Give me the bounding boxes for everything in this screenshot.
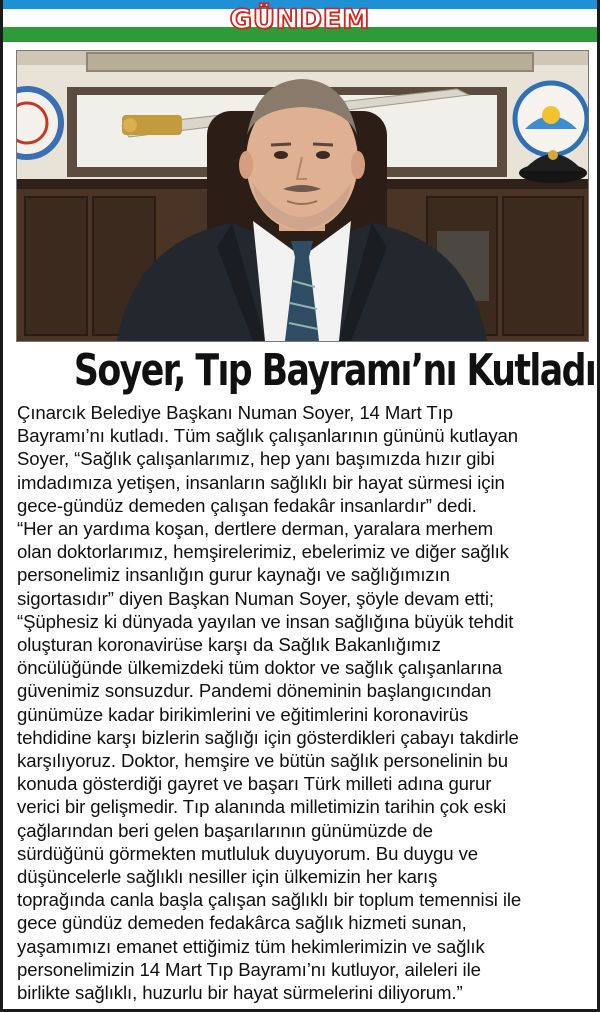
body-line: birlikte sağlıklı, huzurlu bir hayat sürmelerini diliyorum.” [17, 982, 463, 1004]
body-line: konuda gösterdiği gayret ve başarı Türk milleti adına gurur [17, 773, 492, 795]
section-title: GÜNDEM [229, 4, 371, 35]
body-line: oluşturan koronavirüse karşı da Sağlık Bakanlığımız [17, 634, 441, 656]
article-photo [16, 50, 589, 342]
body-line: Soyer, “Sağlık çalışanlarımız, hep yanı başımızda hızır gibi [17, 448, 495, 470]
body-line: verici bir gelişmedir. Tıp alanında milletimizin tarihin çok eski [17, 796, 507, 818]
article-body [17, 401, 591, 1004]
body-line: personelimiz insanlığın gurur kaynağı ve sağlığımızın [17, 564, 450, 586]
body-line: “Her an yardıma koşan, dertlere derman, yaralara merhem [17, 518, 494, 540]
body-line: sigortasıdır” diyen Başkan Numan Soyer, şöyle devam etti; [17, 587, 494, 609]
body-line: günümüze kadar birikimlerini ve eğitimlerini koronavirüs [17, 703, 469, 725]
portrait-photo-illustration [17, 51, 588, 341]
body-line: personelimizin 14 Mart Tıp Bayramı’nı kutluyor, aileleri ile [17, 958, 481, 980]
body-line: Çınarcık Belediye Başkanı Numan Soyer, 14 Mart Tıp [17, 402, 453, 423]
body-line: Bayramı’nı kutladı. Tüm sağlık çalışanlarının gününü kutlayan [17, 425, 519, 447]
body-line: gece-gündüz demeden çalışan fedakâr insanlardır” dedi. [17, 494, 477, 516]
body-line: olan doktorlarımız, hemşirelerimiz, ebelerimiz ve diğer sağlık [17, 541, 509, 563]
body-line: imdadımıza yetişen, insanların sağlıklı bir hayat sürmesi için [17, 471, 505, 493]
body-line: karşılıyoruz. Doktor, hemşire ve bütün sağlık personelinin bu [17, 750, 509, 772]
body-line: sürdüğünü görmekten mutluluk duyuyorum. Bu duygu ve [17, 842, 479, 864]
section-banner [3, 0, 597, 42]
body-line: çağlarından beri gelen başarılarının günümüzde de [17, 819, 433, 841]
body-line: toprağında canla başla çalışan sağlıklı bir toplum temennisi ile [17, 889, 522, 911]
article-headline: Soyer, Tıp Bayramı’nı Kutladı [73, 345, 596, 396]
body-line: öncülüğünde ülkemizdeki tüm doktor ve sağlık çalışanlarına [17, 657, 503, 679]
body-line: güvenimiz sonsuzdur. Pandemi döneminin başlangıcından [17, 680, 492, 702]
body-line: tehdidine karşı bizlerin sağlığı için gösterdikleri çabayı takdirle [17, 726, 519, 748]
body-line: gece gündüz demeden fedakârca sağlık hizmeti sunan, [17, 912, 467, 934]
body-line: yaşamımızı emanet ettiğimiz tüm hekimlerimizin ve sağlık [17, 935, 485, 957]
body-line: düşüncelerle sağlıklı nesiller için ülkemizin her karış [17, 866, 438, 888]
body-line: “Şüphesiz ki dünyada yayılan ve insan sağlığına büyük tehdit [17, 610, 514, 632]
